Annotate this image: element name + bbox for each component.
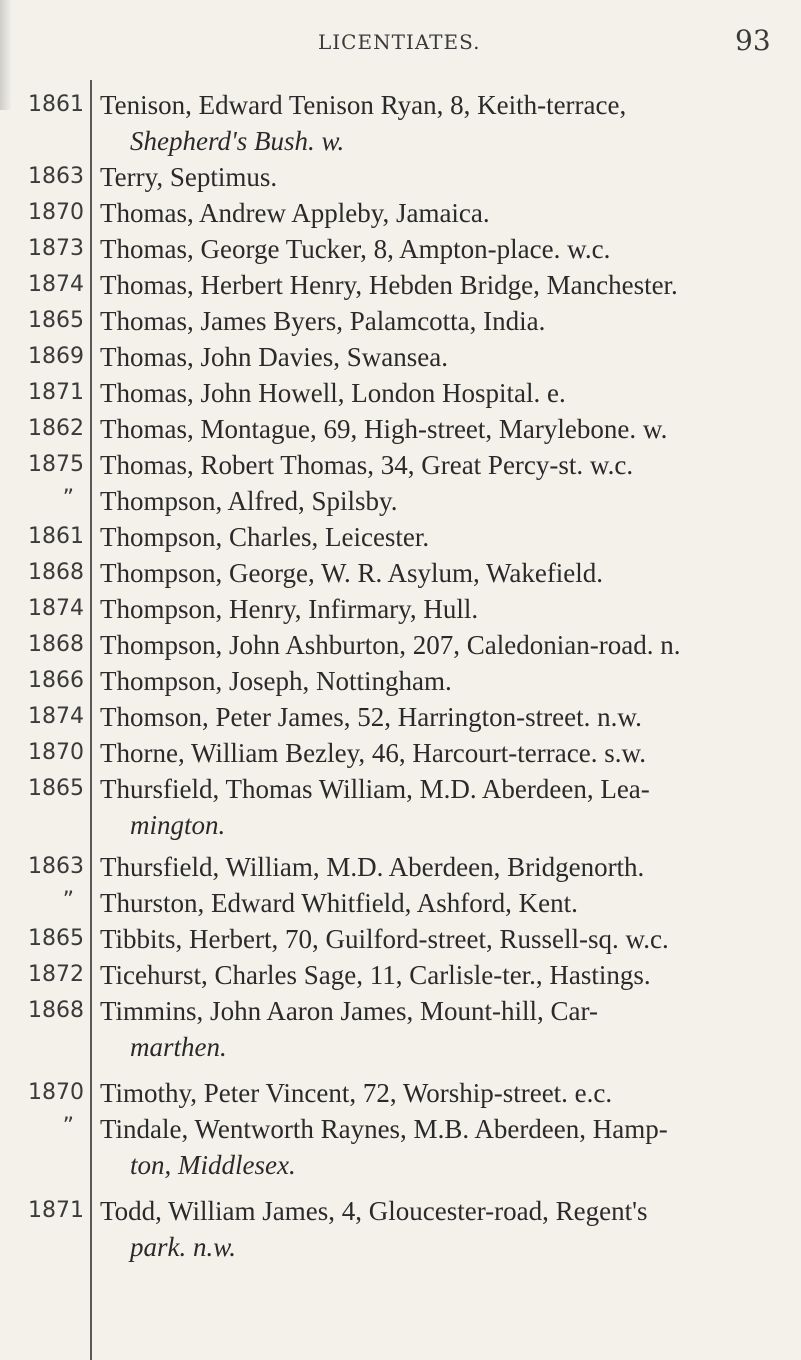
list-item — [0, 700, 801, 740]
list-item — [0, 376, 801, 416]
entry-year: 1866 — [28, 668, 84, 693]
entry-year: 1868 — [28, 998, 84, 1023]
entry-text: marthen. — [130, 1032, 227, 1062]
entry-text: Thompson, Henry, Infirmary, Hull. — [100, 594, 479, 624]
list-item — [0, 232, 801, 272]
list-item — [0, 1112, 801, 1152]
list-item — [0, 808, 801, 848]
entry-year: 1868 — [28, 632, 84, 657]
list-item — [0, 628, 801, 668]
entry-year: 1871 — [28, 380, 84, 405]
entry-year: ” — [62, 486, 74, 511]
list-item — [0, 268, 801, 308]
entry-text: ton, Middlesex. — [130, 1150, 296, 1180]
entry-text: Terry, Septimus. — [100, 162, 278, 192]
entry-year: 1868 — [28, 560, 84, 585]
entry-year: 1874 — [28, 704, 84, 729]
entry-year: 1874 — [28, 596, 84, 621]
list-item — [0, 1230, 801, 1270]
entry-year: 1863 — [28, 854, 84, 879]
list-item — [0, 886, 801, 926]
entry-year: 1870 — [28, 1080, 84, 1105]
entry-text: Tindale, Wentworth Raynes, M.B. Aberdeen, Hamp- — [100, 1114, 668, 1144]
entry-year: 1875 — [28, 452, 84, 477]
running-title: LICENTIATES. — [318, 30, 481, 54]
entry-text: Thomas, John Howell, London Hospital. e. — [100, 378, 566, 408]
entry-text: Thorne, William Bezley, 46, Harcourt-terrace. s.w. — [100, 738, 646, 768]
entry-text: Thurston, Edward Whitfield, Ashford, Kent. — [100, 888, 578, 918]
list-item — [0, 196, 801, 236]
entry-year: 1863 — [28, 164, 84, 189]
entry-text: Thomas, Robert Thomas, 34, Great Percy-st. w.c. — [100, 450, 634, 480]
entry-year: ” — [62, 1114, 74, 1139]
list-item — [0, 850, 801, 890]
page-header — [0, 20, 801, 60]
list-item — [0, 736, 801, 776]
entry-text: park. n.w. — [130, 1232, 236, 1262]
entry-text: Thomas, Herbert Henry, Hebden Bridge, Manchester. — [100, 270, 678, 300]
entry-year: 1870 — [28, 200, 84, 225]
list-item — [0, 304, 801, 344]
list-item — [0, 1148, 801, 1188]
list-item — [0, 448, 801, 488]
list-item — [0, 124, 801, 164]
entry-text: Thomas, George Tucker, 8, Ampton-place. w.c. — [100, 234, 611, 264]
entry-text: Todd, William James, 4, Gloucester-road, Regent's — [100, 1196, 648, 1226]
page-number: 93 — [735, 24, 771, 57]
entry-text: Thomas, John Davies, Swansea. — [100, 342, 448, 372]
entry-year: 1870 — [28, 740, 84, 765]
entry-year: 1861 — [28, 92, 84, 117]
entry-text: Timmins, John Aaron James, Mount-hill, Car- — [100, 996, 598, 1026]
entry-text: Shepherd's Bush. w. — [130, 126, 345, 156]
entry-text: Thompson, John Ashburton, 207, Caledonian-road. n. — [100, 630, 681, 660]
list-item — [0, 1076, 801, 1116]
entry-text: Thompson, Alfred, Spilsby. — [100, 486, 398, 516]
entry-year: 1873 — [28, 236, 84, 261]
entry-text: Thomson, Peter James, 52, Harrington-street. n.w. — [100, 702, 642, 732]
entry-year: 1865 — [28, 776, 84, 801]
list-item — [0, 484, 801, 524]
entry-year: 1872 — [28, 962, 84, 987]
entry-text: Thomas, Montague, 69, High-street, Marylebone. w. — [100, 414, 668, 444]
list-item — [0, 88, 801, 128]
entry-text: Thursfield, William, M.D. Aberdeen, Bridgenorth. — [100, 852, 645, 882]
list-item — [0, 994, 801, 1034]
entry-year: ” — [62, 888, 74, 913]
entry-text: Thomas, James Byers, Palamcotta, India. — [100, 306, 546, 336]
list-item — [0, 592, 801, 632]
list-item — [0, 1194, 801, 1234]
list-item — [0, 664, 801, 704]
list-item — [0, 1030, 801, 1070]
entry-year: 1862 — [28, 416, 84, 441]
list-item — [0, 412, 801, 452]
entry-text: Thompson, George, W. R. Asylum, Wakefield. — [100, 558, 604, 588]
entry-text: Ticehurst, Charles Sage, 11, Carlisle-ter., Hastings. — [100, 960, 651, 990]
list-item — [0, 922, 801, 962]
list-item — [0, 520, 801, 560]
entry-year: 1874 — [28, 272, 84, 297]
entry-text: Tenison, Edward Tenison Ryan, 8, Keith-terrace, — [100, 90, 627, 120]
list-item — [0, 772, 801, 812]
list-item — [0, 556, 801, 596]
list-item — [0, 160, 801, 200]
entry-text: Tibbits, Herbert, 70, Guilford-street, Russell-sq. w.c. — [100, 924, 669, 954]
list-item — [0, 958, 801, 998]
entry-text: Thompson, Joseph, Nottingham. — [100, 666, 452, 696]
entry-year: 1869 — [28, 344, 84, 369]
list-item — [0, 340, 801, 380]
entry-text: Thomas, Andrew Appleby, Jamaica. — [100, 198, 490, 228]
entry-year: 1865 — [28, 308, 84, 333]
entry-year: 1861 — [28, 524, 84, 549]
entry-text: Timothy, Peter Vincent, 72, Worship-street. e.c. — [100, 1078, 613, 1108]
entry-text: Thompson, Charles, Leicester. — [100, 522, 430, 552]
entry-year: 1871 — [28, 1198, 84, 1223]
entry-text: Thursfield, Thomas William, M.D. Aberdeen, Lea- — [100, 774, 650, 804]
entry-year: 1865 — [28, 926, 84, 951]
entry-text: mington. — [130, 810, 226, 840]
